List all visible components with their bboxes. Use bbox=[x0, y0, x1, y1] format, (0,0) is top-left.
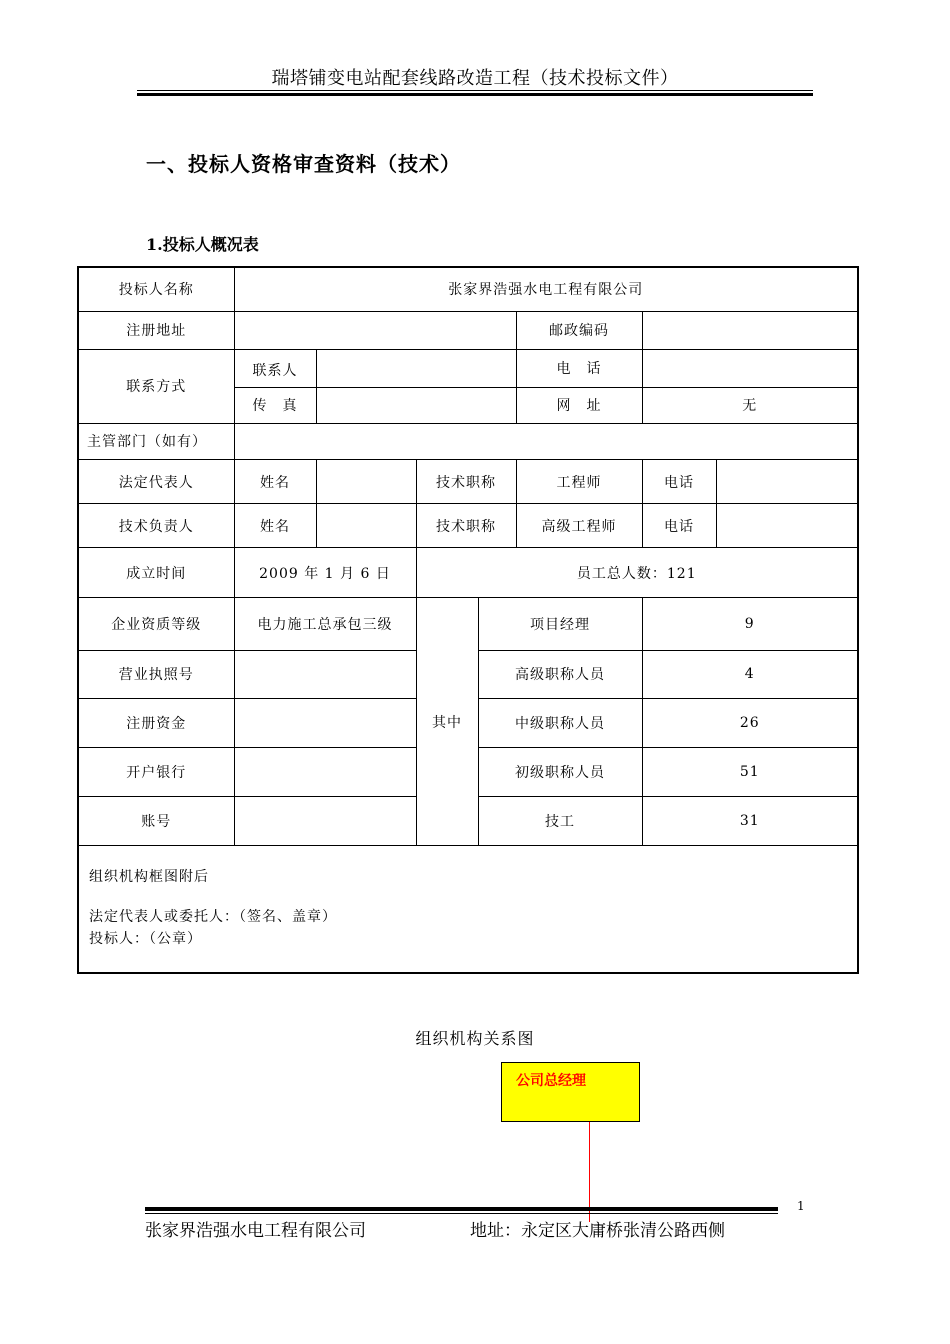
website-label: 网 址 bbox=[516, 387, 642, 423]
staff-total: 员工总人数：121 bbox=[416, 548, 858, 598]
tech-lead-title-label: 技术职称 bbox=[416, 504, 516, 548]
bidder-name-label: 投标人名称 bbox=[78, 267, 234, 311]
fax-value bbox=[316, 387, 516, 423]
legal-rep-phone-value bbox=[716, 460, 858, 504]
staff-breakdown-label: 高级职称人员 bbox=[478, 650, 642, 698]
license-value bbox=[234, 650, 416, 698]
authority-value bbox=[234, 423, 858, 459]
reg-address-label: 注册地址 bbox=[78, 311, 234, 349]
tech-lead-label: 技术负责人 bbox=[78, 504, 234, 548]
contact-person-value bbox=[316, 349, 516, 387]
contact-person-label: 联系人 bbox=[234, 349, 316, 387]
legal-rep-label: 法定代表人 bbox=[78, 460, 234, 504]
staff-breakdown-label: 技工 bbox=[478, 796, 642, 845]
account-label: 账号 bbox=[78, 796, 234, 845]
footer-address: 地址：永定区大庸桥张清公路西侧 bbox=[470, 1221, 725, 1241]
legal-rep-phone-label: 电话 bbox=[642, 460, 716, 504]
seal-line: 投标人：（公章） bbox=[89, 931, 202, 948]
bidder-overview-table bbox=[77, 266, 859, 974]
founded-value: 2009 年 1 月 6 日 bbox=[234, 548, 416, 598]
header-rule-thick bbox=[137, 93, 813, 96]
org-note: 组织机构框图附后 bbox=[89, 869, 209, 886]
contact-method-label: 联系方式 bbox=[78, 349, 234, 423]
reg-address-value bbox=[234, 311, 516, 349]
org-chart-top-box: 公司总经理 bbox=[501, 1062, 640, 1122]
phone-label: 电 话 bbox=[516, 349, 642, 387]
fax-label: 传 真 bbox=[234, 387, 316, 423]
staff-breakdown-value: 4 bbox=[642, 650, 858, 698]
qualification-value: 电力施工总承包三级 bbox=[234, 598, 416, 650]
license-label: 营业执照号 bbox=[78, 650, 234, 698]
tech-lead-title-value: 高级工程师 bbox=[516, 504, 642, 548]
section-title: 一、投标人资格审查资料（技术） bbox=[146, 152, 461, 176]
page-number: 1 bbox=[797, 1199, 805, 1213]
bank-label: 开户银行 bbox=[78, 747, 234, 796]
tech-lead-phone-label: 电话 bbox=[642, 504, 716, 548]
footer-company: 张家界浩强水电工程有限公司 bbox=[145, 1221, 366, 1241]
postal-code-label: 邮政编码 bbox=[516, 311, 642, 349]
legal-rep-title-value: 工程师 bbox=[516, 460, 642, 504]
staff-breakdown-label: 中级职称人员 bbox=[478, 698, 642, 747]
staff-breakdown-value: 26 bbox=[642, 698, 858, 747]
capital-value bbox=[234, 698, 416, 747]
legal-rep-title-label: 技术职称 bbox=[416, 460, 516, 504]
spacer bbox=[89, 888, 847, 906]
legal-rep-name-label: 姓名 bbox=[234, 460, 316, 504]
postal-code-value bbox=[642, 311, 858, 349]
tech-lead-name-label: 姓名 bbox=[234, 504, 316, 548]
phone-value bbox=[642, 349, 858, 387]
bidder-name-value: 张家界浩强水电工程有限公司 bbox=[234, 267, 858, 311]
org-chart-title: 组织机构关系图 bbox=[415, 1029, 535, 1048]
staff-breakdown-value: 9 bbox=[642, 598, 858, 650]
capital-label: 注册资金 bbox=[78, 698, 234, 747]
qualification-label: 企业资质等级 bbox=[78, 598, 234, 650]
signature-block bbox=[78, 846, 858, 973]
signature-line: 法定代表人或委托人：（签名、盖章） bbox=[89, 909, 337, 926]
tech-lead-phone-value bbox=[716, 504, 858, 548]
website-value: 无 bbox=[642, 387, 858, 423]
footer-rule bbox=[145, 1213, 778, 1214]
authority-label: 主管部门（如有） bbox=[78, 423, 234, 459]
founded-label: 成立时间 bbox=[78, 548, 234, 598]
account-value bbox=[234, 796, 416, 845]
subsection-title: 1.投标人概况表 bbox=[146, 235, 259, 254]
staff-breakdown-label: 项目经理 bbox=[478, 598, 642, 650]
bank-value bbox=[234, 747, 416, 796]
among-label: 其中 bbox=[416, 598, 478, 846]
tech-lead-name-value bbox=[316, 504, 416, 548]
staff-breakdown-value: 51 bbox=[642, 747, 858, 796]
header-rule bbox=[137, 90, 813, 91]
staff-breakdown-label: 初级职称人员 bbox=[478, 747, 642, 796]
page-header-title: 瑞塔铺变电站配套线路改造工程（技术投标文件） bbox=[271, 68, 679, 89]
staff-breakdown-value: 31 bbox=[642, 796, 858, 845]
legal-rep-name-value bbox=[316, 460, 416, 504]
footer-rule-thick bbox=[145, 1207, 778, 1211]
